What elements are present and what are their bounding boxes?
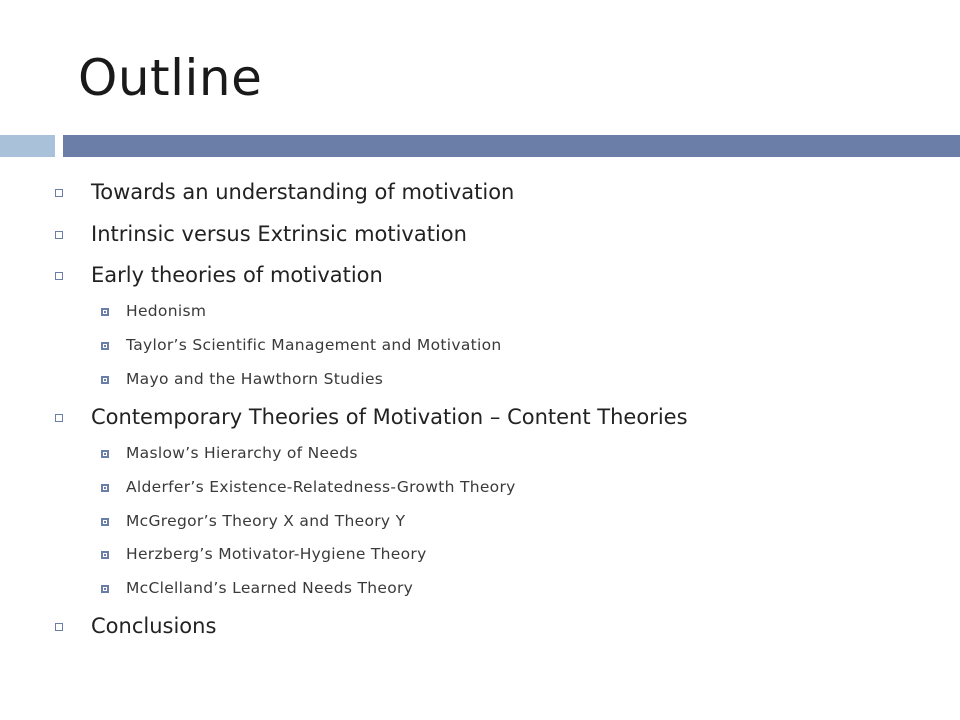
outline-subitem-text: Alderfer’s Existence-Relatedness-Growth Theory	[126, 478, 516, 496]
outline-subitem-text: Herzberg’s Motivator-Hygiene Theory	[126, 545, 427, 563]
title-accent-bar-left	[0, 135, 55, 157]
filled-square-bullet-icon	[101, 585, 109, 593]
filled-square-bullet-icon	[101, 376, 109, 384]
title-accent-bar	[63, 135, 960, 157]
outline-item-text: Conclusions	[91, 614, 217, 638]
outline-subitem	[101, 512, 405, 530]
outline-subitem	[101, 444, 358, 462]
outline-item-text: Towards an understanding of motivation	[91, 180, 515, 204]
outline-item-text: Early theories of motivation	[91, 263, 383, 287]
square-bullet-icon	[55, 231, 63, 239]
outline-item	[55, 222, 467, 246]
filled-square-bullet-icon	[101, 518, 109, 526]
square-bullet-icon	[55, 272, 63, 280]
square-bullet-icon	[55, 189, 63, 197]
outline-subitem-text: Taylor’s Scientific Management and Motivation	[126, 336, 502, 354]
outline-subitem	[101, 545, 427, 563]
square-bullet-icon	[55, 414, 63, 422]
outline-subitem	[101, 336, 502, 354]
outline-item-text: Contemporary Theories of Motivation – Content Theories	[91, 405, 688, 429]
outline-item	[55, 405, 688, 429]
outline-item	[55, 614, 216, 638]
outline-subitem	[101, 478, 516, 496]
filled-square-bullet-icon	[101, 450, 109, 458]
outline-subitem	[101, 579, 413, 597]
filled-square-bullet-icon	[101, 308, 109, 316]
outline-subitem	[101, 302, 206, 320]
filled-square-bullet-icon	[101, 551, 109, 559]
outline-subitem	[101, 370, 383, 388]
outline-subitem-text: Hedonism	[126, 302, 207, 320]
filled-square-bullet-icon	[101, 342, 109, 350]
outline-item-text: Intrinsic versus Extrinsic motivation	[91, 222, 467, 246]
square-bullet-icon	[55, 623, 63, 631]
slide-title: Outline	[78, 49, 263, 107]
outline-subitem-text: McClelland’s Learned Needs Theory	[126, 579, 414, 597]
outline-item	[55, 180, 514, 204]
outline-item	[55, 263, 383, 287]
filled-square-bullet-icon	[101, 484, 109, 492]
outline-subitem-text: Mayo and the Hawthorn Studies	[126, 370, 384, 388]
outline-subitem-text: McGregor’s Theory X and Theory Y	[126, 512, 406, 530]
outline-subitem-text: Maslow’s Hierarchy of Needs	[126, 444, 358, 462]
